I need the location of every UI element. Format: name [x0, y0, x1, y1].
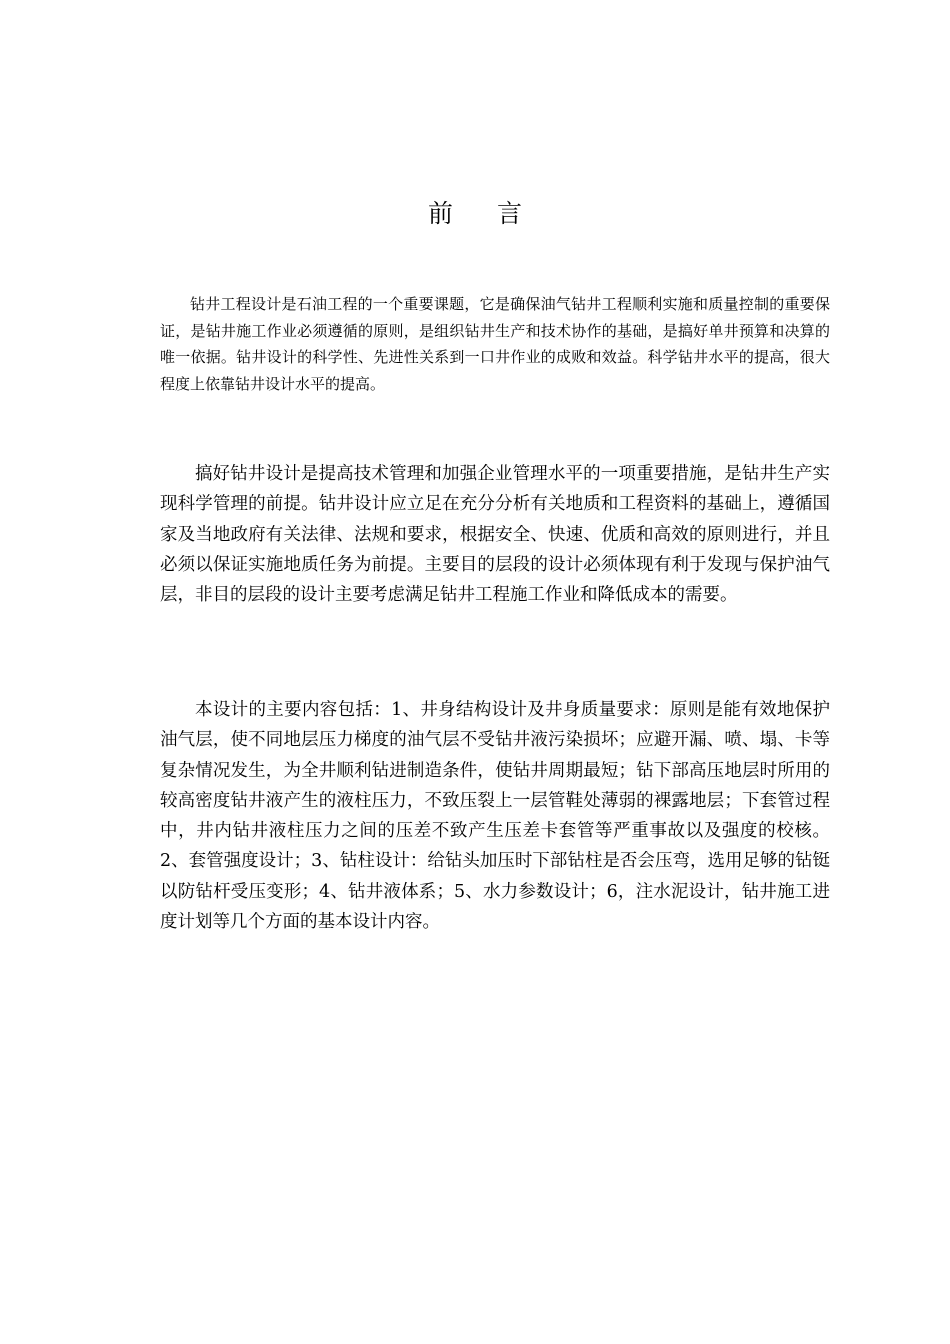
preface-paragraph-2: 搞好钻井设计是提高技术管理和加强企业管理水平的一项重要措施，是钻井生产实现科学管理的前提。钻井设计应立足在充分分析有关地质和工程资料的基础上，遵循国家及当地政府有关法律、法规和要求，根据安全、快速、优质和高效的原则进行，并且必须以保证实施地质任务为前提。主要目的层段的设计必须体现有利于发现与保护油气层，非目的层段的设计主要考虑满足钻井工程施工作业和降低成本的需要。 [160, 464, 830, 606]
preface-paragraph-3: 本设计的主要内容包括：1、井身结构设计及井身质量要求：原则是能有效地保护油气层，使不同地层压力梯度的油气层不受钻井液污染损坏；应避开漏、喷、塌、卡等复杂情况发生，为全井顺利钻进制造条件，使钻井周期最短；钻下部高压地层时所用的较高密度钻井液产生的液柱压力，不致压裂上一层管鞋处薄弱的裸露地层；下套管过程中，井内钻井液柱压力之间的压差不致产生压差卡套管等严重事故以及强度的校核。2、套管强度设计；3、钻柱设计：给钻头加压时下部钻柱是否会压弯，选用足够的钻铤以防钻杆受压变形；4、钻井液体系；5、水力参数设计；6，注水泥设计，钻井施工进度计划等几个方面的基本设计内容。 [160, 700, 830, 933]
preface-paragraph-1: 钻井工程设计是石油工程的一个重要课题，它是确保油气钻井工程顺利实施和质量控制的重要保证，是钻井施工作业必须遵循的原则，是组织钻井生产和技术协作的基础，是搞好单井预算和决算的唯一依据。钻井设计的科学性、先进性关系到一口井作业的成败和效益。科学钻井水平的提高，很大程度上依靠钻井设计水平的提高。 [160, 295, 830, 393]
page-title: 前 言 [428, 199, 540, 228]
